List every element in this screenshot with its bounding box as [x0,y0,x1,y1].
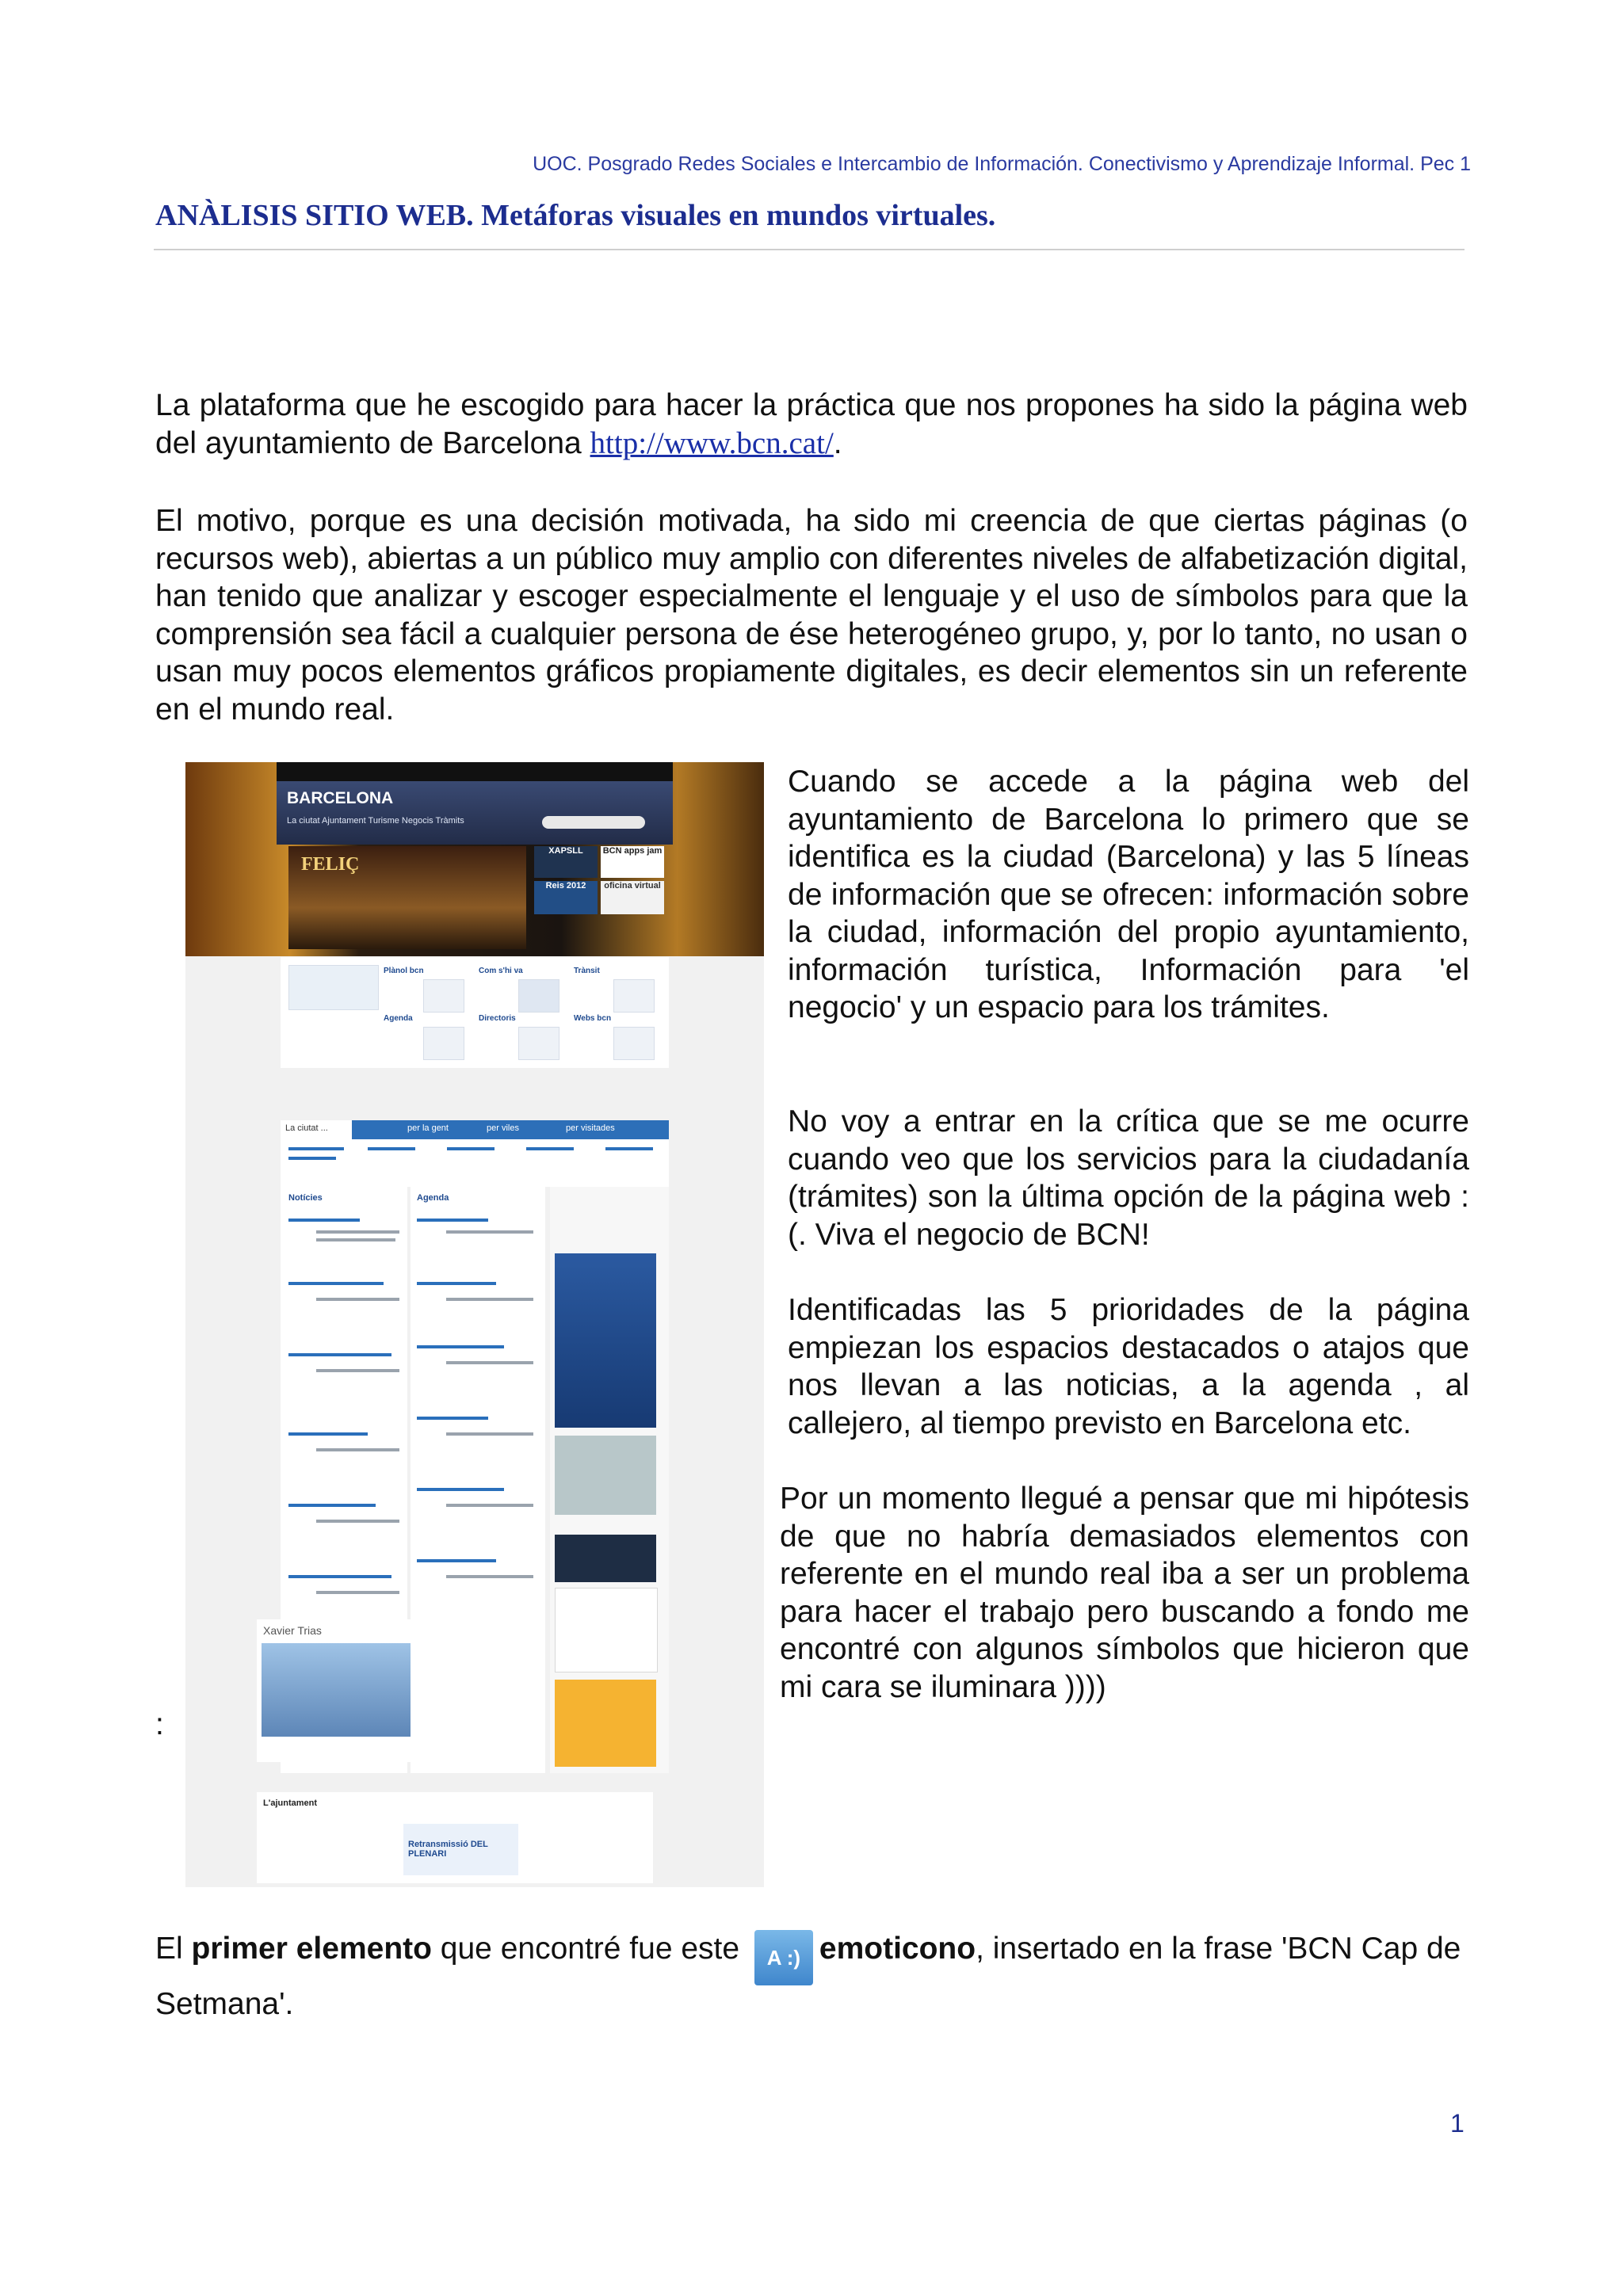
weather-widget [555,1253,656,1428]
plenari-box [403,1824,518,1875]
agenda-line [417,1417,488,1420]
agenda-line [446,1230,533,1234]
final-mid: que encontré fue este [431,1932,748,1966]
news-line [316,1298,399,1301]
news-line [288,1575,391,1578]
tab-visits: per visitades [566,1123,615,1133]
document-title: ANÀLISIS SITIO WEB. Metáforas visuales en mundos virtuales. [155,199,996,232]
news-line [316,1230,399,1234]
strip-label-1: Plànol bcn [384,967,424,975]
paragraph-critique: No voy a entrar en la crítica que se me ocurre cuando veo que los servicios para la ciudadanía (trámites) son la última opción de la página web :(. Viva el negocio de BCN! [788,1104,1469,1252]
plenari-box-label: Retransmissió DEL PLENARI [408,1840,488,1859]
link-line [288,1147,344,1150]
news-line [316,1591,399,1594]
feature-label: FELIÇ [301,854,360,875]
final-bold-first: primer elemento [191,1932,432,1966]
agenda-heading: Agenda [417,1193,449,1203]
strip-label-6: Webs bcn [574,1014,612,1023]
video-title: Xavier Trias [263,1624,322,1637]
shortcut-strip [281,957,669,1068]
facebook-widget [555,1588,658,1672]
link-line [288,1157,336,1160]
top-black-bar [277,762,673,781]
tile-3: Reis 2012 [534,881,598,914]
agenda-line [417,1488,504,1491]
bcn-website-screenshot [185,762,764,1887]
link-line [447,1147,495,1150]
tab-city-label: La ciutat ... [285,1123,328,1133]
paragraph-access: Cuando se accede a la página web del ayuntamiento de Barcelona lo primero que se identifica es la ciudad (Barcelona) y las 5 líneas de información que se ofrecen: información sobre la ciudad, información del propio ayuntamiento, información turística, Información para 'el negocio' y un espacio para los trámites. [788,765,1469,1024]
agenda-line [446,1575,533,1578]
strip-label-4: Agenda [384,1014,413,1023]
strip-label-3: Trànsit [574,967,600,975]
tab-towns: per viles [487,1123,519,1133]
paragraph-platform-end: . [833,425,842,460]
news-line [288,1282,384,1285]
news-line [316,1238,395,1241]
plenari-heading: L'ajuntament [263,1798,318,1808]
header-divider [154,249,1465,250]
paragraph-first-element [155,1930,1503,2023]
transit-thumb [613,979,655,1013]
link-line [368,1147,415,1150]
city-links [281,1139,669,1187]
link-line [605,1147,653,1150]
emoticon-icon: A :) [754,1930,813,1985]
tab-city [281,1120,352,1139]
agenda-line [446,1361,533,1364]
final-pre: El [155,1932,192,1966]
news-line [316,1520,399,1523]
bcn-link[interactable]: http://www.bcn.cat/ [590,425,834,460]
hero-banner [185,762,764,956]
news-line [288,1432,368,1436]
agenda-line [417,1219,488,1222]
site-nav: La ciutat Ajuntament Turisme Negocis Tràmits [287,816,464,826]
map-widget [555,1436,656,1515]
running-header: UOC. Posgrado Redes Sociales e Intercambio de Información. Conectivismo y Aprendizaje Informal. Pec 1 [533,153,1471,175]
plenari-section [257,1792,653,1883]
news-heading: Notícies [288,1193,323,1203]
plan-thumb [423,979,464,1013]
tile-4: oficina virtual [601,881,664,914]
oficina-box [288,965,379,1010]
news-line [288,1353,391,1356]
tab-people: per la gent [407,1123,449,1133]
strip-label-2: Com s'hi va [479,967,523,975]
paragraph-hypothesis: Por un momento llegué a pensar que mi hipótesis de que no habría demasiados elementos con referente en el mundo real iba a ser un problema para hacer el trabajo pero buscando a fondo me encontré con algunos símbolos que hicieron que mi cara se iluminara )))) [780,1482,1469,1704]
news-line [316,1448,399,1451]
final-bold-emoticono: emoticono [819,1932,976,1966]
tile-2: BCN apps jam [601,846,664,878]
agenda-line [446,1298,533,1301]
news-line [288,1219,360,1222]
agenda-thumb [423,1027,464,1060]
strip-label-5: Directoris [479,1014,516,1023]
stray-colon: : [155,1707,164,1741]
paragraph-platform-text: La plataforma que he escogido para hacer la práctica que nos propones ha sido la página web del ayuntamiento de Barcelona [155,388,1468,460]
tile-1: XAPSLL [534,846,598,878]
news-line [316,1369,399,1372]
link-line [526,1147,574,1150]
agenda-line [417,1282,496,1285]
agenda-line [417,1345,504,1348]
video-widget [257,1619,415,1762]
paragraph-motivation: El motivo, porque es una decisión motivada, ha sido mi creencia de que ciertas páginas (o recursos web), abiertas a un público muy amplio con diferentes niveles de alfabetización digital, han tenido que analizar y escoger especialmente el lenguaje y el uso de símbolos para que la comprensión sea fácil a cualquier persona de ése heterogéneo grupo, y, por lo tanto, no usan o usan muy pocos elementos gráficos propiamente digitales, es decir elementos sin un referente en el mundo real. [155,504,1468,727]
site-brand: BARCELONA [287,789,394,807]
final-post: , insertado en la frase 'BCN Cap de Setmana'. [155,1932,1461,2021]
paragraph-priorities: Identificadas las 5 prioridades de la página empiezan los espacios destacados o atajos que nos llevan a las noticias, a la agenda , al callejero, al tiempo previsto en Barcelona etc. [788,1293,1469,1440]
agenda-line [446,1504,533,1507]
city-tabs [281,1120,669,1139]
webs-thumb [613,1027,655,1060]
ab-thumb [518,979,559,1013]
directoris-thumb [518,1027,559,1060]
agenda-line [417,1559,496,1562]
paragraph-platform [155,387,1468,462]
page-number: 1 [1450,2109,1465,2138]
blog-widget [555,1535,656,1582]
promo-widget [555,1680,656,1767]
agenda-line [446,1432,533,1436]
site-search [542,816,645,829]
video-screen [262,1643,411,1737]
agenda-column [411,1187,545,1773]
feature-image [288,846,526,949]
news-line [288,1504,376,1507]
